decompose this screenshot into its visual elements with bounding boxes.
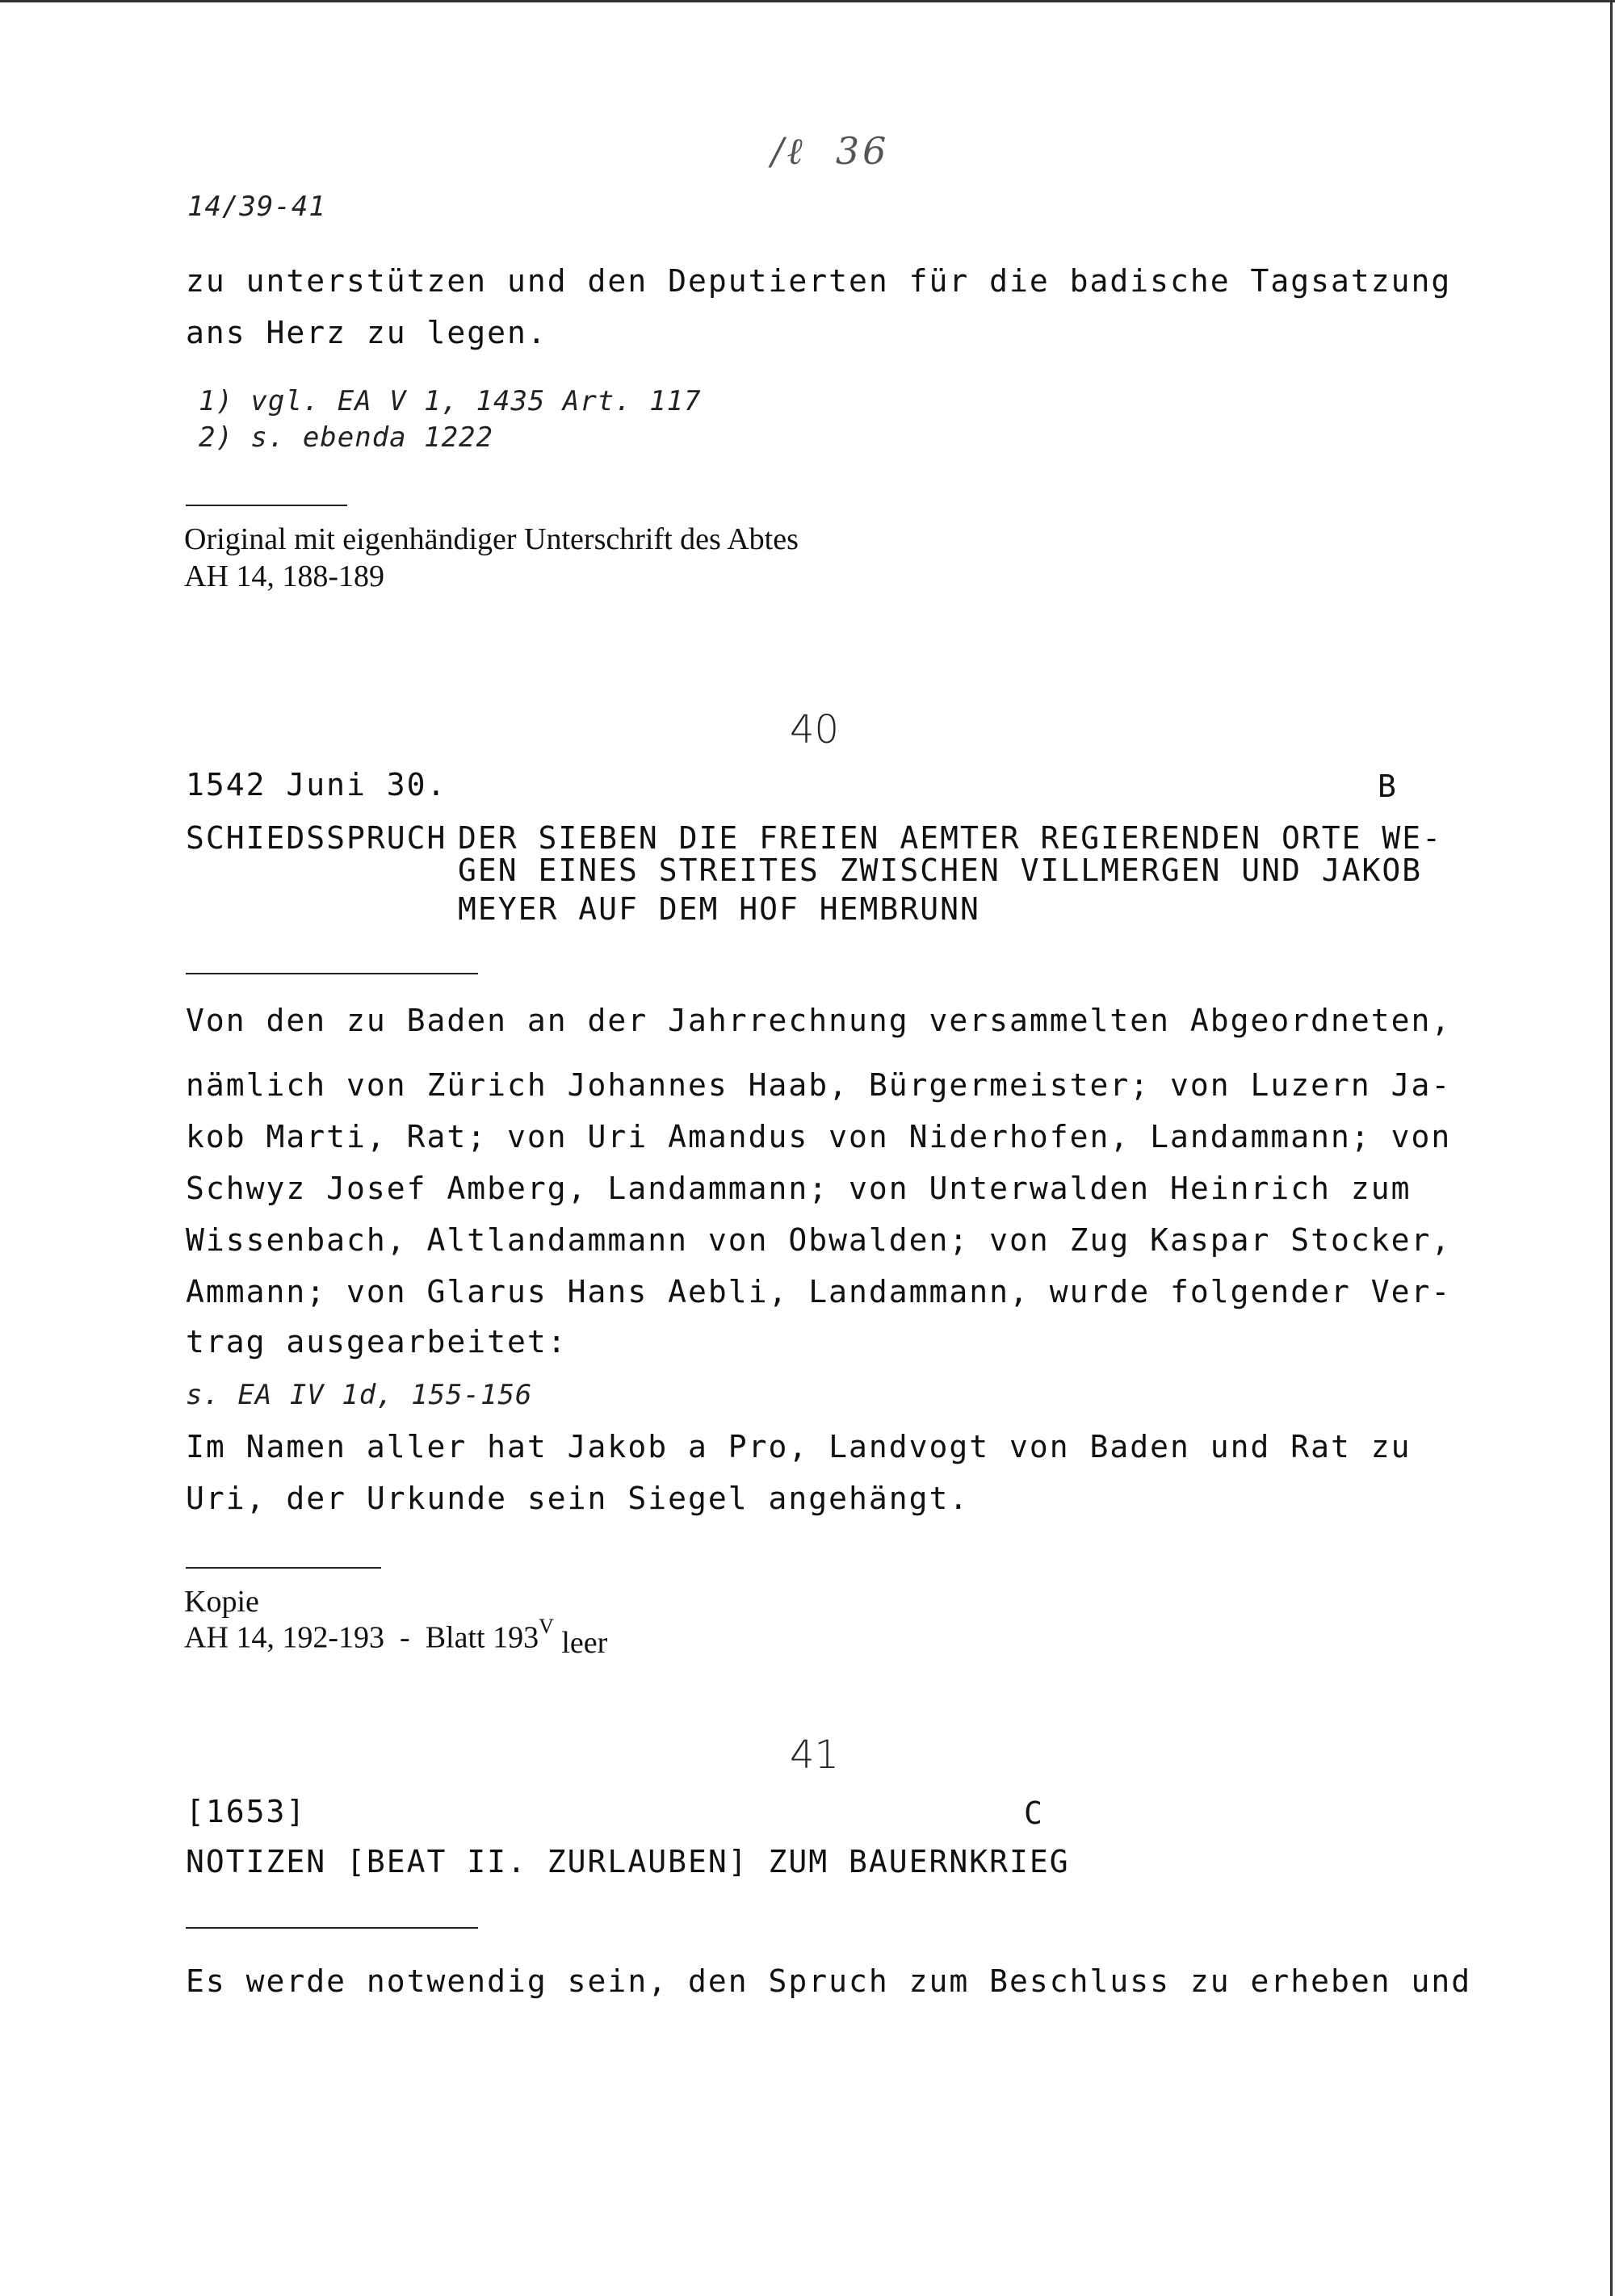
section-divider: [186, 973, 478, 974]
body-line: kob Marti, Rat; von Uri Amandus von Niderhofen, Landammann; von: [186, 1119, 1452, 1154]
document-title-lead: SCHIEDSSPRUCH: [186, 820, 447, 856]
document-date: [1653]: [186, 1794, 307, 1829]
document-title-line: MEYER AUF DEM HOF HEMBRUNN: [458, 891, 980, 927]
seal-line: Uri, der Urkunde sein Siegel angehängt.: [186, 1481, 970, 1516]
provenance-line: Kopie: [184, 1585, 259, 1619]
document-category-letter: C: [1024, 1795, 1044, 1831]
document-title-line: GEN EINES STREITES ZWISCHEN VILLMERGEN UND JAKOB: [458, 853, 1423, 888]
scan-right-edge: [1610, 0, 1613, 2296]
provenance-text: leer: [553, 1625, 608, 1660]
provenance-line: AH 14, 188-189: [184, 559, 385, 593]
footnote: 2) s. ebenda 1222: [199, 421, 493, 454]
handwritten-page-mark: /ℓ 36: [771, 129, 890, 173]
provenance-line: [184, 1615, 608, 1660]
body-line: Schwyz Josef Amberg, Landammann; von Unterwalden Heinrich zum: [186, 1171, 1412, 1206]
body-line: nämlich von Zürich Johannes Haab, Bürgermeister; von Luzern Ja-: [186, 1067, 1452, 1103]
seal-line: Im Namen aller hat Jakob a Pro, Landvogt von Baden und Rat zu: [186, 1429, 1412, 1464]
document-category-letter: B: [1378, 769, 1398, 804]
section-divider: [186, 1927, 478, 1929]
section-divider: [186, 505, 347, 506]
document-title: NOTIZEN [BEAT II. ZURLAUBEN] ZUM BAUERNKRIEG: [186, 1844, 1070, 1879]
provenance-text: AH 14, 192-193 - Blatt 193: [184, 1620, 539, 1655]
document-number: 40: [790, 707, 840, 752]
folio-verso-mark: V: [539, 1615, 554, 1638]
continuation-line: zu unterstützen und den Deputierten für die badische Tagsatzung: [186, 263, 1452, 299]
provenance-line: Original mit eigenhändiger Unterschrift des Abtes: [184, 522, 799, 556]
scan-top-edge: [0, 0, 1615, 2]
document-number: 41: [790, 1732, 840, 1778]
edition-reference: s. EA IV 1d, 155-156: [186, 1379, 533, 1411]
body-line: trag ausgearbeitet:: [186, 1324, 568, 1360]
section-divider: [186, 1567, 381, 1569]
body-line: Wissenbach, Altlandammann von Obwalden; von Zug Kaspar Stocker,: [186, 1222, 1452, 1258]
footnote: 1) vgl. EA V 1, 1435 Art. 117: [199, 385, 702, 417]
document-date: 1542 Juni 30.: [186, 767, 447, 802]
continuation-line: ans Herz zu legen.: [186, 315, 547, 350]
document-title-line: DER SIEBEN DIE FREIEN AEMTER REGIERENDEN ORTE WE-: [458, 820, 1443, 856]
body-line: Es werde notwendig sein, den Spruch zum Beschluss zu erheben und: [186, 1963, 1472, 1999]
page-reference: 14/39-41: [187, 191, 326, 223]
body-line: Ammann; von Glarus Hans Aebli, Landammann, wurde folgender Ver-: [186, 1274, 1452, 1309]
body-line: Von den zu Baden an der Jahrrechnung versammelten Abgeordneten,: [186, 1003, 1452, 1038]
